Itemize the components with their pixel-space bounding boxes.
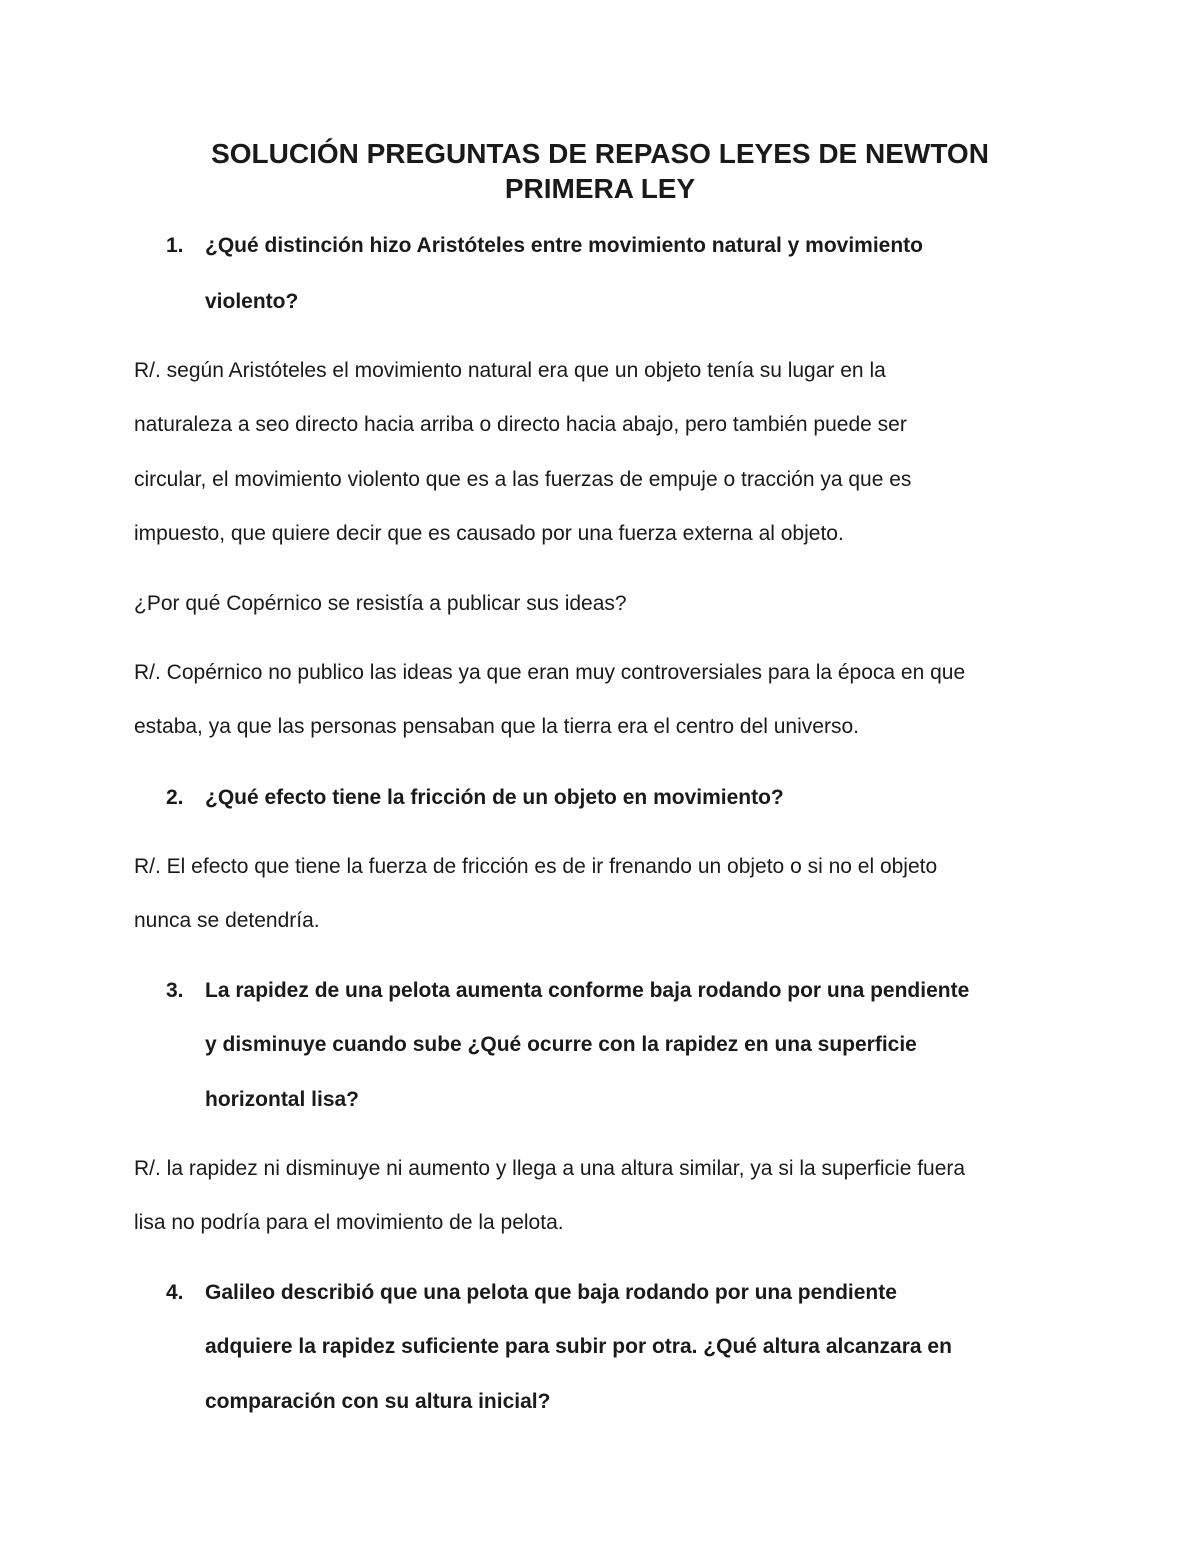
answer-2-line: R/. El efecto que tiene la fuerza de fricción es de ir frenando un objeto o si no el objeto	[134, 855, 938, 878]
question-line: Galileo describió que una pelota que baja rodando por una pendiente	[205, 1281, 897, 1304]
question-number: 4.	[166, 1281, 184, 1304]
answer-1-line: R/. según Aristóteles el movimiento natural era que un objeto tenía su lugar en la	[134, 359, 886, 382]
answer-3-line: R/. la rapidez ni disminuye ni aumento y llega a una altura similar, ya si la superficie fuera	[134, 1157, 966, 1180]
answer-copernico-line: estaba, ya que las personas pensaban que la tierra era el centro del universo.	[134, 715, 859, 738]
question-number: 2.	[166, 786, 184, 809]
answer-3-line: lisa no podría para el movimiento de la pelota.	[134, 1211, 564, 1234]
answer-2-line: nunca se detendría.	[134, 909, 320, 932]
question-line: ¿Qué distinción hizo Aristóteles entre movimiento natural y movimiento	[205, 234, 923, 257]
answer-1-line: impuesto, que quiere decir que es causado por una fuerza externa al objeto.	[134, 522, 844, 545]
question-line: y disminuye cuando sube ¿Qué ocurre con la rapidez en una superficie	[205, 1033, 917, 1056]
question-line: violento?	[205, 290, 299, 313]
answer-1-line: circular, el movimiento violento que es a las fuerzas de empuje o tracción ya que es	[134, 468, 912, 491]
question-line: La rapidez de una pelota aumenta conforme baja rodando por una pendiente	[205, 979, 970, 1002]
answer-copernico-line: R/. Copérnico no publico las ideas ya que eran muy controversiales para la época en que	[134, 661, 966, 684]
question-line: adquiere la rapidez suficiente para subir por otra. ¿Qué altura alcanzara en	[205, 1335, 952, 1358]
answer-1-line: naturaleza a seo directo hacia arriba o directo hacia abajo, pero también puede ser	[134, 413, 907, 436]
question-line: comparación con su altura inicial?	[205, 1390, 551, 1413]
question-line: ¿Qué efecto tiene la fricción de un objeto en movimiento?	[205, 786, 784, 809]
question-copernico: ¿Por qué Copérnico se resistía a publicar sus ideas?	[134, 592, 627, 615]
question-number: 3.	[166, 979, 184, 1002]
question-line: horizontal lisa?	[205, 1088, 360, 1111]
document-title-line-1: SOLUCIÓN PREGUNTAS DE REPASO LEYES DE NEWTON	[211, 138, 989, 169]
question-number: 1.	[166, 234, 184, 257]
document-title-line-2: PRIMERA LEY	[504, 173, 696, 204]
